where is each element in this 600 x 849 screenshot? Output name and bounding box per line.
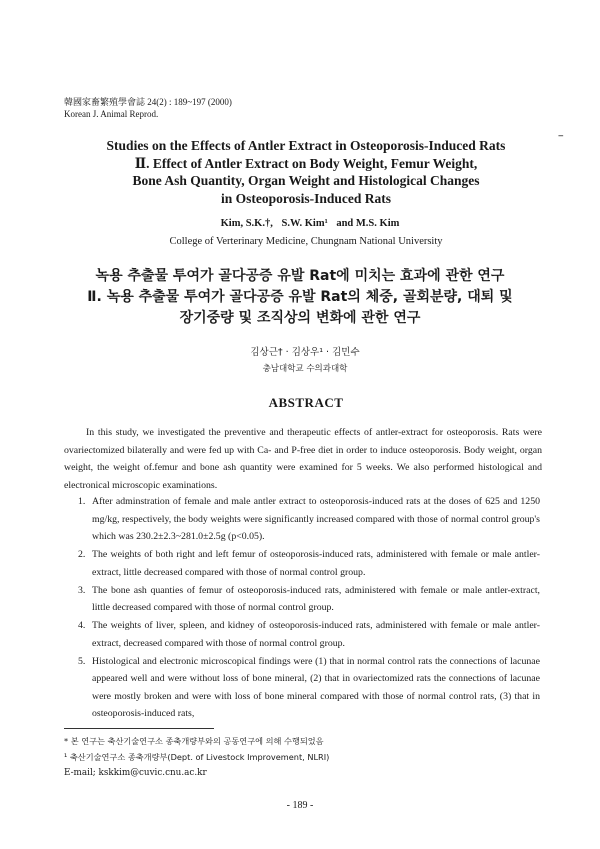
- english-title: [40, 137, 572, 207]
- footnotes: [64, 733, 329, 781]
- page-number: - 189 -: [286, 800, 314, 811]
- list-item-text: After adminstration of female and male antler extract to osteoporosis-induced rats at the doses of 625 and 1250 mg/kg, respectively, the body weights were significantly increased compared with those of normal control group's which was 230.2±2.3~281.0±2.5g (p<0.05).: [92, 496, 540, 542]
- journal-citation-korean: 韓國家畜繁殖學會誌 24(2) : 189~197 (2000): [64, 97, 232, 107]
- list-item: [80, 617, 540, 652]
- list-item-number: 1.: [78, 496, 86, 507]
- list-item-number: 2.: [78, 549, 86, 560]
- author-1: Kim, S.K.†,: [220, 218, 273, 229]
- korean-title-line-3: 장기중량 및 조직상의 변화에 관한 연구: [179, 310, 421, 326]
- english-title-line-4: in Osteoporosis-Induced Rats: [220, 190, 392, 206]
- abstract-intro-paragraph: In this study, we investigated the preventive and therapeutic effects of antler-extract for osteoporosis. Rats were ovariectomized bilaterally and were fed up with Ca- and P-free diet in order to induce osteoporosis. Body weight, organ weight, the weight of.femur and bone ash quantity were examined for 5 weeks. We also performed histological and electronical microscopic examinations.: [64, 427, 542, 491]
- title-mark: ⁻: [557, 131, 564, 145]
- list-item: [80, 653, 540, 723]
- english-affiliation: College of Verterinary Medicine, Chungnam National University: [169, 236, 443, 247]
- journal-citation-english: Korean J. Animal Reprod.: [64, 109, 159, 119]
- footnote-funding: * 본 연구는 축산기술연구소 종축개량부와의 공동연구에 의해 수행되었음: [64, 736, 324, 746]
- english-title-line-1: Studies on the Effects of Antler Extract in Osteoporosis-Induced Rats: [106, 138, 506, 153]
- author-2: S.W. Kim¹: [281, 218, 328, 229]
- author-3: and M.S. Kim: [336, 218, 400, 229]
- abstract-intro: [64, 424, 542, 494]
- english-authors: [40, 218, 580, 229]
- list-item: [80, 546, 540, 581]
- list-item: [80, 582, 540, 617]
- english-title-line-3: Bone Ash Quantity, Organ Weight and Histological Changes: [132, 173, 480, 188]
- list-item-number: 5.: [78, 655, 86, 667]
- footnote-affiliation: ¹ 축산기술연구소 종축개량부(Dept. of Livestock Improvement, NLRI): [64, 752, 330, 762]
- korean-title: [30, 266, 570, 329]
- korean-authors: 김상근† · 김상우¹ · 김민수: [250, 347, 360, 358]
- journal-citation: [64, 96, 232, 120]
- korean-affiliation: 충남대학교 수의과대학: [262, 364, 348, 374]
- korean-title-line-1: 녹용 추출물 투여가 골다공증 유발 Rat에 미치는 효과에 관한 연구: [95, 268, 505, 284]
- list-item: [80, 493, 540, 546]
- list-item-text: Histological and electronic microscopical findings were (1) that in normal control rats the connections of lacunae appeared well and were without loss of bone mineral, (2) that in ovariectomized rats the connections of lacunae were mostly broken and were with loss of bone mineral compared with those of normal control rats, (3) that in osteoporosis-induced rats,: [92, 655, 540, 719]
- list-item-text: The bone ash quanties of femur of osteoporosis-induced rats, administered with female or male antler-extract, little decreased compared with those of normal control group.: [92, 584, 540, 613]
- list-item-text: The weights of both right and left femur of osteoporosis-induced rats, administered with female or male antler-extract, little decreased compared with those of normal control group.: [92, 549, 540, 578]
- korean-title-line-2: Ⅱ. 녹용 추출물 투여가 골다공증 유발 Rat의 체중, 골회분량, 대퇴 및: [87, 289, 513, 305]
- findings-list: [80, 493, 540, 723]
- footnote-divider: [64, 728, 214, 729]
- english-title-line-2: Ⅱ. Effect of Antler Extract on Body Weight, Femur Weight,: [134, 155, 478, 171]
- footnote-email[interactable]: E-mail; kskkim@cuvic.cnu.ac.kr: [64, 768, 207, 778]
- list-item-number: 4.: [78, 620, 86, 631]
- list-item-number: 3.: [78, 584, 86, 596]
- abstract-heading: ABSTRACT: [268, 395, 344, 410]
- list-item-text: The weights of liver, spleen, and kidney of osteoporosis-induced rats, administered with female or male antler-extract, decreased compared with those of normal control group.: [92, 620, 540, 649]
